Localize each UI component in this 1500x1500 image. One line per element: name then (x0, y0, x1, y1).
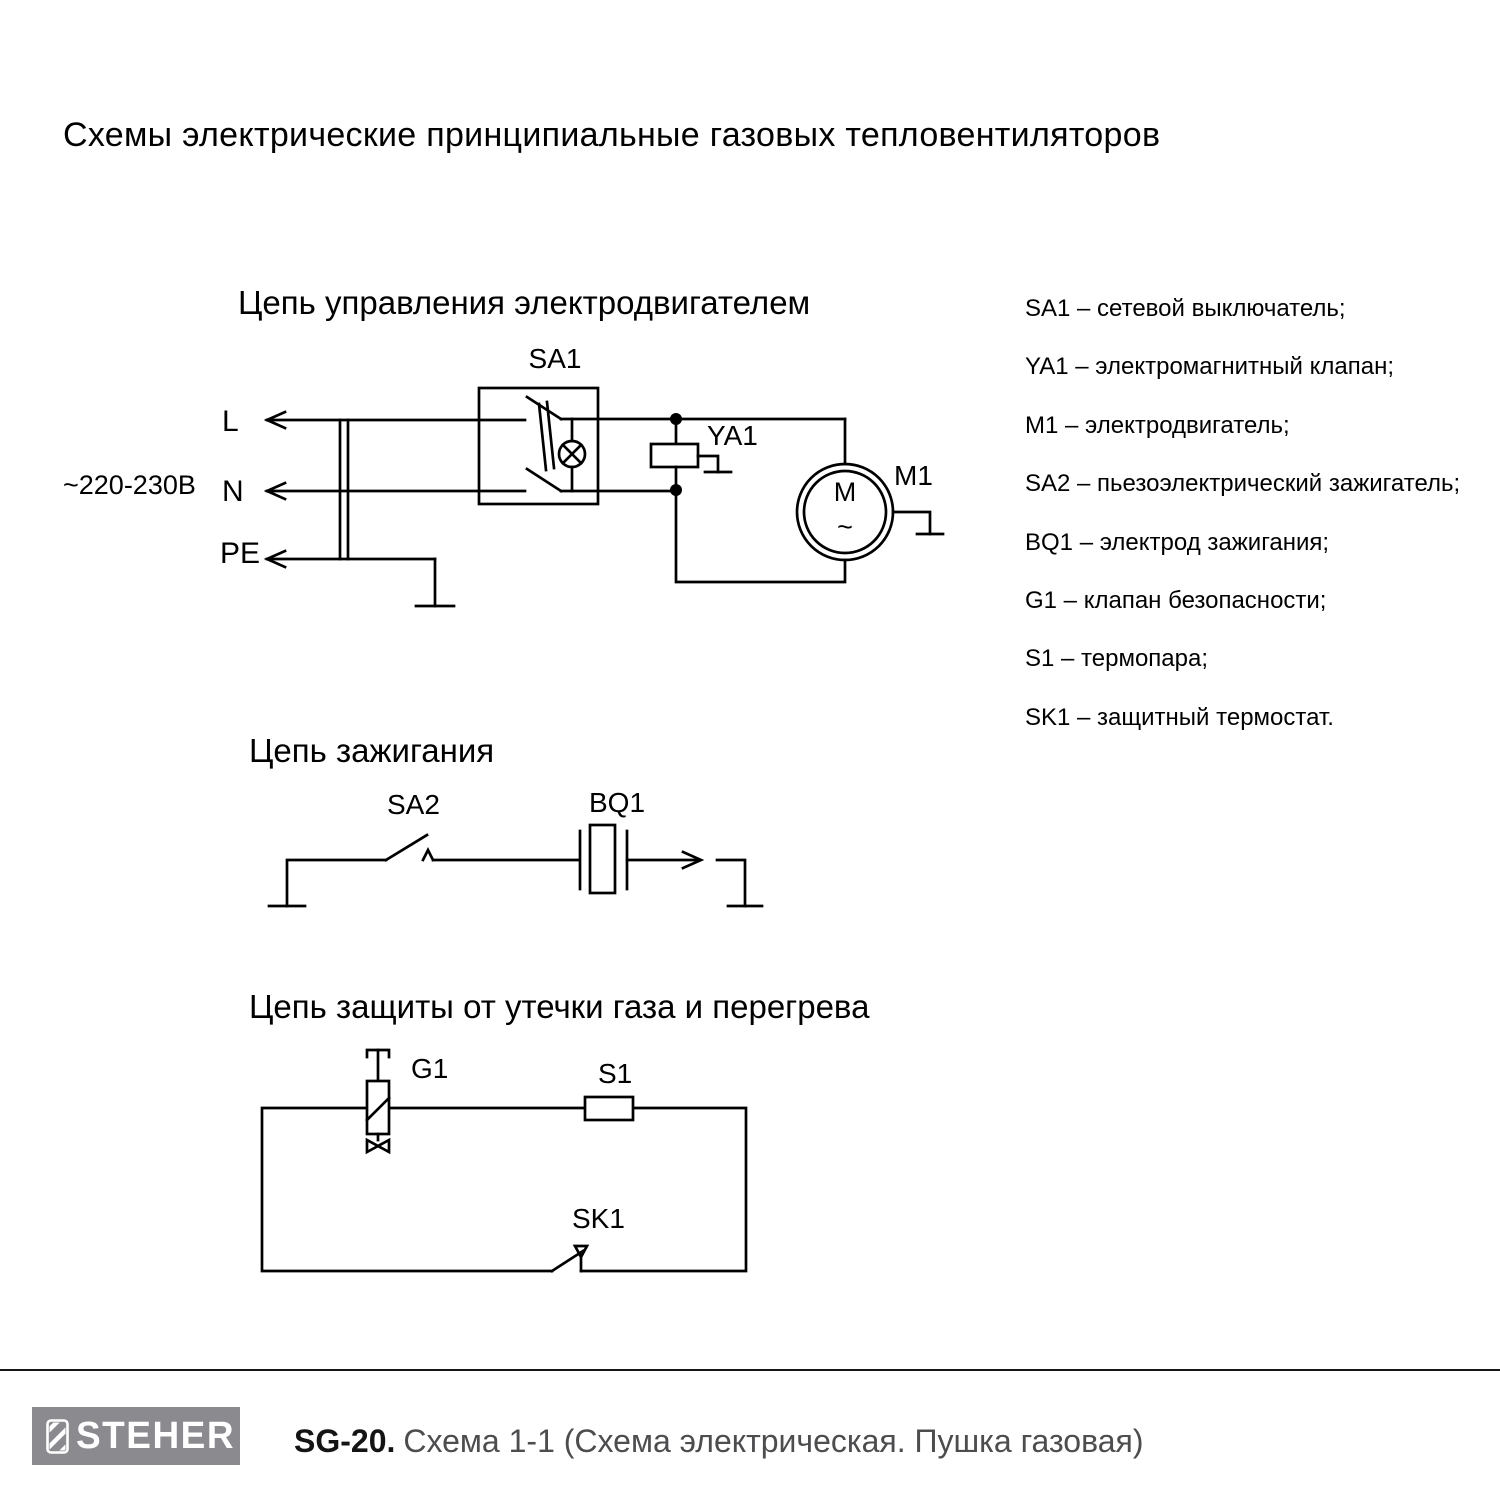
circuit3-title: Цепь защиты от утечки газа и перегрева (249, 988, 870, 1025)
legend-item-g1: G1 – клапан безопасности; (1025, 586, 1327, 614)
motor-m-glyph: M (833, 477, 857, 507)
bq1-piezo-igniter-symbol (580, 825, 627, 893)
footer-caption (294, 1423, 1144, 1460)
legend-item-sa2: SA2 – пьезоэлектрический зажигатель; (1025, 470, 1461, 498)
sa2-switch-symbol (386, 835, 433, 860)
circuit2-diagram (269, 787, 762, 906)
g1-safety-valve-symbol (367, 1050, 389, 1152)
terminal-pe-label: PE (220, 537, 261, 570)
valve-bowtie-icon (367, 1140, 389, 1152)
terminal-n-label: N (222, 475, 244, 508)
mains-terminal-arrows (267, 412, 525, 567)
sk1-label: SK1 (572, 1203, 625, 1234)
circuit3-diagram (262, 1050, 746, 1271)
steher-logo-icon (46, 1419, 69, 1454)
legend-item-ya1: YA1 – электромагнитный клапан; (1025, 353, 1395, 381)
page-title: Схемы электрические принципиальные газовых тепловентиляторов (63, 116, 1161, 154)
pe-ground-symbol (416, 559, 454, 606)
circuit1-title: Цепь управления электродвигателем (238, 284, 811, 321)
legend-item-sa1: SA1 – сетевой выключатель; (1025, 295, 1346, 322)
sa1-label: SA1 (528, 343, 582, 374)
legend-item-bq1: BQ1 – электрод зажигания; (1025, 528, 1330, 556)
sa2-label: SA2 (387, 789, 440, 820)
footer-description: Схема 1-1 (Схема электрическая. Пушка газовая) (403, 1423, 1144, 1459)
indicator-lamp-icon (559, 419, 585, 491)
terminal-l-label: L (222, 405, 239, 438)
circuit1-diagram (63, 343, 943, 606)
ya1-label: YA1 (707, 420, 758, 451)
bq1-label: BQ1 (589, 787, 646, 818)
ignition-ground-right (717, 860, 762, 906)
protection-loop-wire (262, 1108, 746, 1271)
legend-item-m1: M1 – электродвигатель; (1025, 411, 1290, 439)
motor-ac-glyph: ~ (837, 512, 853, 542)
legend-item-sk1: SK1 – защитный термостат. (1025, 703, 1334, 731)
sk1-thermostat-symbol (552, 1246, 587, 1271)
legend-item-s1: S1 – термопара; (1025, 645, 1209, 673)
m1-label: M1 (894, 460, 933, 491)
s1-label: S1 (598, 1058, 633, 1089)
footer-divider (0, 1369, 1500, 1371)
steher-logo (32, 1407, 240, 1465)
spark-arrow-icon (627, 852, 701, 868)
ignition-ground-left (269, 860, 386, 906)
g1-label: G1 (411, 1053, 449, 1084)
s1-thermocouple-symbol (585, 1097, 633, 1120)
voltage-label: ~220-230В (63, 470, 196, 500)
circuit2-title: Цепь зажигания (249, 732, 495, 769)
legend (1025, 296, 1460, 763)
footer-model: SG-20. (294, 1423, 396, 1459)
plug-connector-mark (340, 420, 348, 559)
steher-logo-text: STEHER (76, 1414, 236, 1457)
